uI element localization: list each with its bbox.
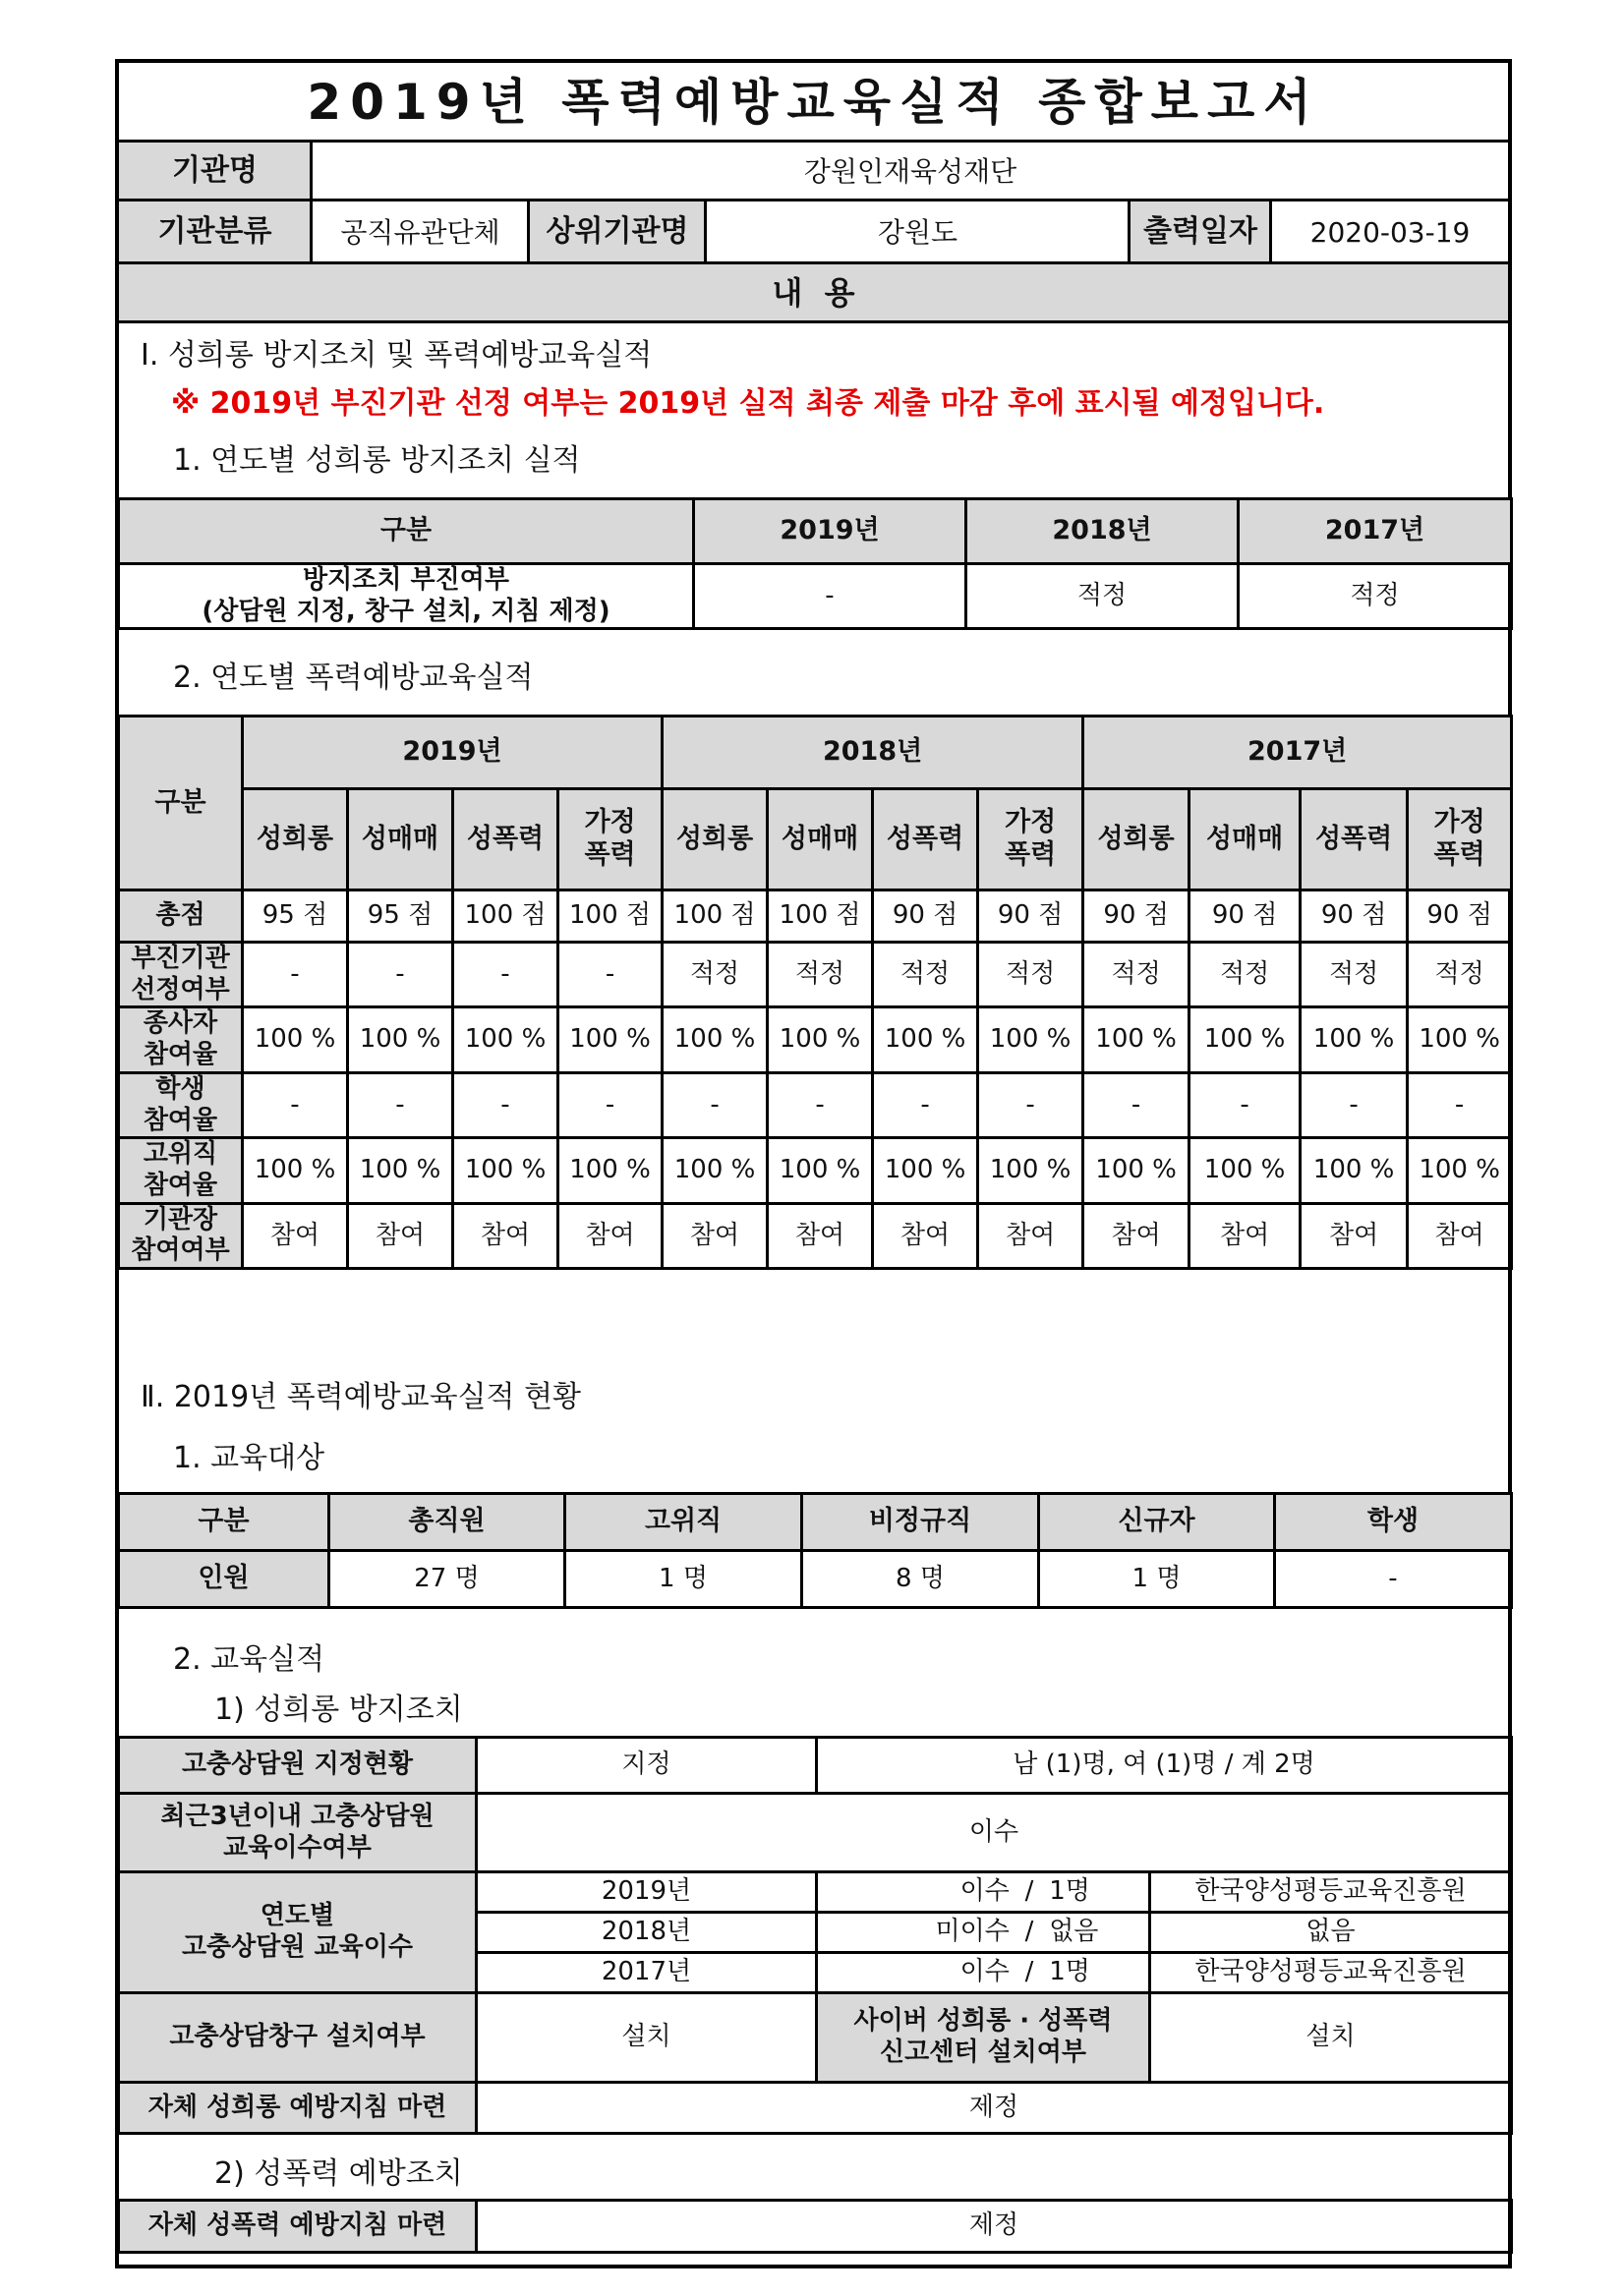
table-cell: 적정 (1083, 943, 1189, 1007)
table-cell: 적정 (663, 943, 768, 1007)
row-label: 고충상담창구 설치여부 (119, 1993, 477, 2083)
table-cell: 한국양성평등교육진흥원 (1150, 1953, 1512, 1993)
table-header: 가정 폭력 (1408, 789, 1512, 890)
table-header: 총직원 (329, 1494, 565, 1551)
table-header: 구분 (119, 1494, 329, 1551)
subheading-education-results: 2. 교육실적 (173, 1642, 325, 1677)
table-cell: - (1275, 1551, 1512, 1608)
table-cell: 100 % (348, 1138, 453, 1203)
table-cell: 참여 (768, 1203, 873, 1268)
table-cell: 참여 (1408, 1203, 1512, 1268)
table-cell: 90 점 (1408, 890, 1512, 943)
table-row (119, 1138, 1512, 1203)
table-cell: 100 % (453, 1138, 558, 1203)
table-cell: 2019년 (477, 1872, 817, 1913)
completion-word: 이수 (959, 1957, 1010, 1987)
table-cell: 100 % (1083, 1007, 1189, 1072)
org-name-label: 기관명 (172, 153, 258, 189)
row-label (119, 564, 694, 629)
table-cell: 한국양성평등교육진흥원 (1150, 1872, 1512, 1913)
row-label: 자체 성폭력 예방지침 마련 (119, 2201, 477, 2253)
slash-separator: / (1024, 1876, 1034, 1907)
table-cell: 적정 (966, 564, 1239, 629)
table-cell: - (453, 943, 558, 1007)
table-cell: - (663, 1072, 768, 1137)
table-header: 2019년 (694, 499, 966, 564)
subheading-yearly-education: 2. 연도별 폭력예방교육실적 (173, 660, 534, 695)
table-cell: 없음 (1150, 1913, 1512, 1953)
table-cell: 100 % (348, 1007, 453, 1072)
table-cell: 적정 (1189, 943, 1301, 1007)
table-cell: 적정 (1408, 943, 1512, 1007)
table-header: 성매매 (768, 789, 873, 890)
section-1-heading: Ⅰ. 성희롱 방지조치 및 폭력예방교육실적 (141, 338, 653, 373)
table-cell: - (1301, 1072, 1408, 1137)
table-row (119, 1007, 1512, 1072)
row-label: 사이버 성희롱 · 성폭력 신고센터 설치여부 (817, 1993, 1150, 2083)
table-cell (817, 1953, 1150, 1993)
table-cell: 이수 (477, 1794, 1512, 1872)
table-cell (817, 1872, 1150, 1913)
table-header: 성희롱 (243, 789, 348, 890)
table-cell: 2018년 (477, 1913, 817, 1953)
table-cell: 100 % (1408, 1138, 1512, 1203)
row-label-line: (상담원 지정, 창구 설치, 지침 제정) (202, 596, 610, 626)
table-cell: 제정 (477, 2083, 1512, 2134)
table-row (119, 890, 1512, 943)
subheading-education-target: 1. 교육대상 (173, 1441, 325, 1475)
table-header: 성매매 (348, 789, 453, 890)
row-label: 고충상담원 지정현황 (119, 1738, 477, 1794)
table-header: 가정 폭력 (558, 789, 663, 890)
table-cell: 1 명 (1039, 1551, 1275, 1608)
table-cell: 100 % (243, 1007, 348, 1072)
table-cell: 적정 (768, 943, 873, 1007)
table-cell: 90 점 (873, 890, 978, 943)
table-header: 성매매 (1189, 789, 1301, 890)
completion-count: 1명 (1049, 1876, 1090, 1907)
table-header: 성폭력 (873, 789, 978, 890)
table-cell: 100 % (768, 1007, 873, 1072)
table-cell: 100 % (1408, 1007, 1512, 1072)
parent-org-value: 강원도 (877, 215, 958, 249)
org-class-label: 기관분류 (157, 214, 272, 250)
table-cell: 지정 (477, 1738, 817, 1794)
table-cell: 90 점 (1301, 890, 1408, 943)
table-cell: 100 % (558, 1007, 663, 1072)
table-row (119, 943, 1512, 1007)
slash-separator: / (1024, 1917, 1034, 1947)
table-cell: 100 % (1189, 1007, 1301, 1072)
table-cell: 95 점 (348, 890, 453, 943)
table-cell: - (768, 1072, 873, 1137)
yearly-education-table (117, 715, 1513, 1270)
table-cell: - (348, 943, 453, 1007)
print-date-label: 출력일자 (1143, 214, 1257, 250)
table-cell: 100 % (663, 1007, 768, 1072)
table-cell: - (558, 943, 663, 1007)
table-cell: - (558, 1072, 663, 1137)
table-header: 고위직 (565, 1494, 802, 1551)
row-label: 총점 (119, 890, 243, 943)
table-cell: 100 % (1083, 1138, 1189, 1203)
table-header: 구분 (119, 717, 243, 890)
table-cell: 100 % (453, 1007, 558, 1072)
table-cell: - (1189, 1072, 1301, 1137)
table-cell (817, 1913, 1150, 1953)
table-cell: 참여 (348, 1203, 453, 1268)
table-cell: - (453, 1072, 558, 1137)
table-cell: 남 (1)명, 여 (1)명 / 계 2명 (817, 1738, 1512, 1794)
table-cell: 1 명 (565, 1551, 802, 1608)
table-cell: - (243, 1072, 348, 1137)
table-cell: 참여 (978, 1203, 1083, 1268)
violence-measures-table (117, 2199, 1513, 2254)
table-cell: - (348, 1072, 453, 1137)
table-cell: 95 점 (243, 890, 348, 943)
table-cell: - (694, 564, 966, 629)
completion-count: 1명 (1049, 1957, 1090, 1987)
table-cell: - (978, 1072, 1083, 1137)
table-cell: 90 점 (978, 890, 1083, 943)
table-cell: 적정 (873, 943, 978, 1007)
subheading-harassment-measures: 1) 성희롱 방지조치 (214, 1693, 463, 1727)
table-cell: - (1408, 1072, 1512, 1137)
table-header: 성희롱 (1083, 789, 1189, 890)
table-cell: 100 % (558, 1138, 663, 1203)
completion-status (818, 1957, 1148, 1988)
table-cell: 제정 (477, 2201, 1512, 2253)
notice-text: ※ 2019년 부진기관 선정 여부는 2019년 실적 최종 제출 마감 후에 표시될 예정입니다. (171, 386, 1325, 421)
table-cell: 참여 (453, 1203, 558, 1268)
row-label: 최근3년이내 고충상담원 교육이수여부 (119, 1794, 477, 1872)
completion-status (818, 1917, 1148, 1948)
table-cell: 설치 (1150, 1993, 1512, 2083)
table-cell: 100 % (873, 1007, 978, 1072)
row-label: 학생 참여율 (119, 1072, 243, 1137)
table-header: 신규자 (1039, 1494, 1275, 1551)
table-cell: 참여 (663, 1203, 768, 1268)
table-header: 성희롱 (663, 789, 768, 890)
row-label: 연도별 고충상담원 교육이수 (119, 1872, 477, 1993)
table-cell: - (873, 1072, 978, 1137)
table-row (119, 1072, 1512, 1137)
table-cell: 설치 (477, 1993, 817, 2083)
table-cell: 참여 (1189, 1203, 1301, 1268)
table-header: 성폭력 (453, 789, 558, 890)
table-row (119, 1203, 1512, 1268)
table-cell: 100 % (873, 1138, 978, 1203)
table-cell: 100 점 (663, 890, 768, 943)
table-cell: - (243, 943, 348, 1007)
content-header: 내 용 (772, 273, 855, 312)
table-cell: 100 % (1301, 1007, 1408, 1072)
subheading-violence-measures: 2) 성폭력 예방조치 (214, 2156, 463, 2191)
org-class-value: 공직유관단체 (340, 215, 500, 249)
table-cell: 참여 (1083, 1203, 1189, 1268)
table-cell: 8 명 (802, 1551, 1039, 1608)
row-label: 기관장 참여여부 (119, 1203, 243, 1268)
table-cell: 100 % (978, 1007, 1083, 1072)
row-label: 자체 성희롱 예방지침 마련 (119, 2083, 477, 2134)
yearly-measures-table (117, 497, 1513, 630)
table-cell: 참여 (873, 1203, 978, 1268)
table-header: 비정규직 (802, 1494, 1039, 1551)
table-cell: 100 점 (768, 890, 873, 943)
table-header: 2017년 (1239, 499, 1512, 564)
completion-word: 미이수 (935, 1917, 1010, 1947)
table-cell: 90 점 (1083, 890, 1189, 943)
harassment-measures-table (117, 1736, 1513, 2135)
table-cell: 적정 (978, 943, 1083, 1007)
table-header: 구분 (119, 499, 694, 564)
completion-count: 없음 (1049, 1917, 1099, 1947)
table-cell: 참여 (243, 1203, 348, 1268)
row-label: 인원 (119, 1551, 329, 1608)
table-header: 2017년 (1083, 717, 1512, 789)
table-cell: 참여 (1301, 1203, 1408, 1268)
table-cell: 적정 (1301, 943, 1408, 1007)
row-label-line: 방지조치 부진여부 (303, 565, 509, 595)
row-label: 종사자 참여율 (119, 1007, 243, 1072)
report-title: 2019년 폭력예방교육실적 종합보고서 (307, 73, 1320, 131)
table-cell: 100 점 (558, 890, 663, 943)
table-header: 학생 (1275, 1494, 1512, 1551)
row-label: 고위직 참여율 (119, 1138, 243, 1203)
parent-org-label: 상위기관명 (546, 214, 689, 250)
subheading-yearly-measures: 1. 연도별 성희롱 방지조치 실적 (173, 443, 581, 478)
print-date-value: 2020-03-19 (1309, 215, 1471, 249)
table-header: 2018년 (966, 499, 1239, 564)
completion-word: 이수 (959, 1876, 1010, 1907)
education-target-table (117, 1492, 1513, 1609)
table-cell: 참여 (558, 1203, 663, 1268)
table-header: 2019년 (243, 717, 663, 789)
completion-status (818, 1876, 1148, 1908)
table-cell: 100 % (1301, 1138, 1408, 1203)
table-cell: 2017년 (477, 1953, 817, 1993)
table-cell: 100 % (663, 1138, 768, 1203)
table-cell: - (1083, 1072, 1189, 1137)
table-cell: 100 % (768, 1138, 873, 1203)
table-header: 가정 폭력 (978, 789, 1083, 890)
org-name-value: 강원인재육성재단 (803, 154, 1017, 188)
table-cell: 90 점 (1189, 890, 1301, 943)
row-label: 부진기관 선정여부 (119, 943, 243, 1007)
table-header: 2018년 (663, 717, 1083, 789)
section-2-heading: Ⅱ. 2019년 폭력예방교육실적 현황 (141, 1380, 582, 1414)
table-cell: 27 명 (329, 1551, 565, 1608)
table-header: 성폭력 (1301, 789, 1408, 890)
table-cell: 100 % (1189, 1138, 1301, 1203)
table-cell: 100 % (978, 1138, 1083, 1203)
table-cell: 적정 (1239, 564, 1512, 629)
table-cell: 100 % (243, 1138, 348, 1203)
slash-separator: / (1024, 1957, 1034, 1987)
table-cell: 100 점 (453, 890, 558, 943)
